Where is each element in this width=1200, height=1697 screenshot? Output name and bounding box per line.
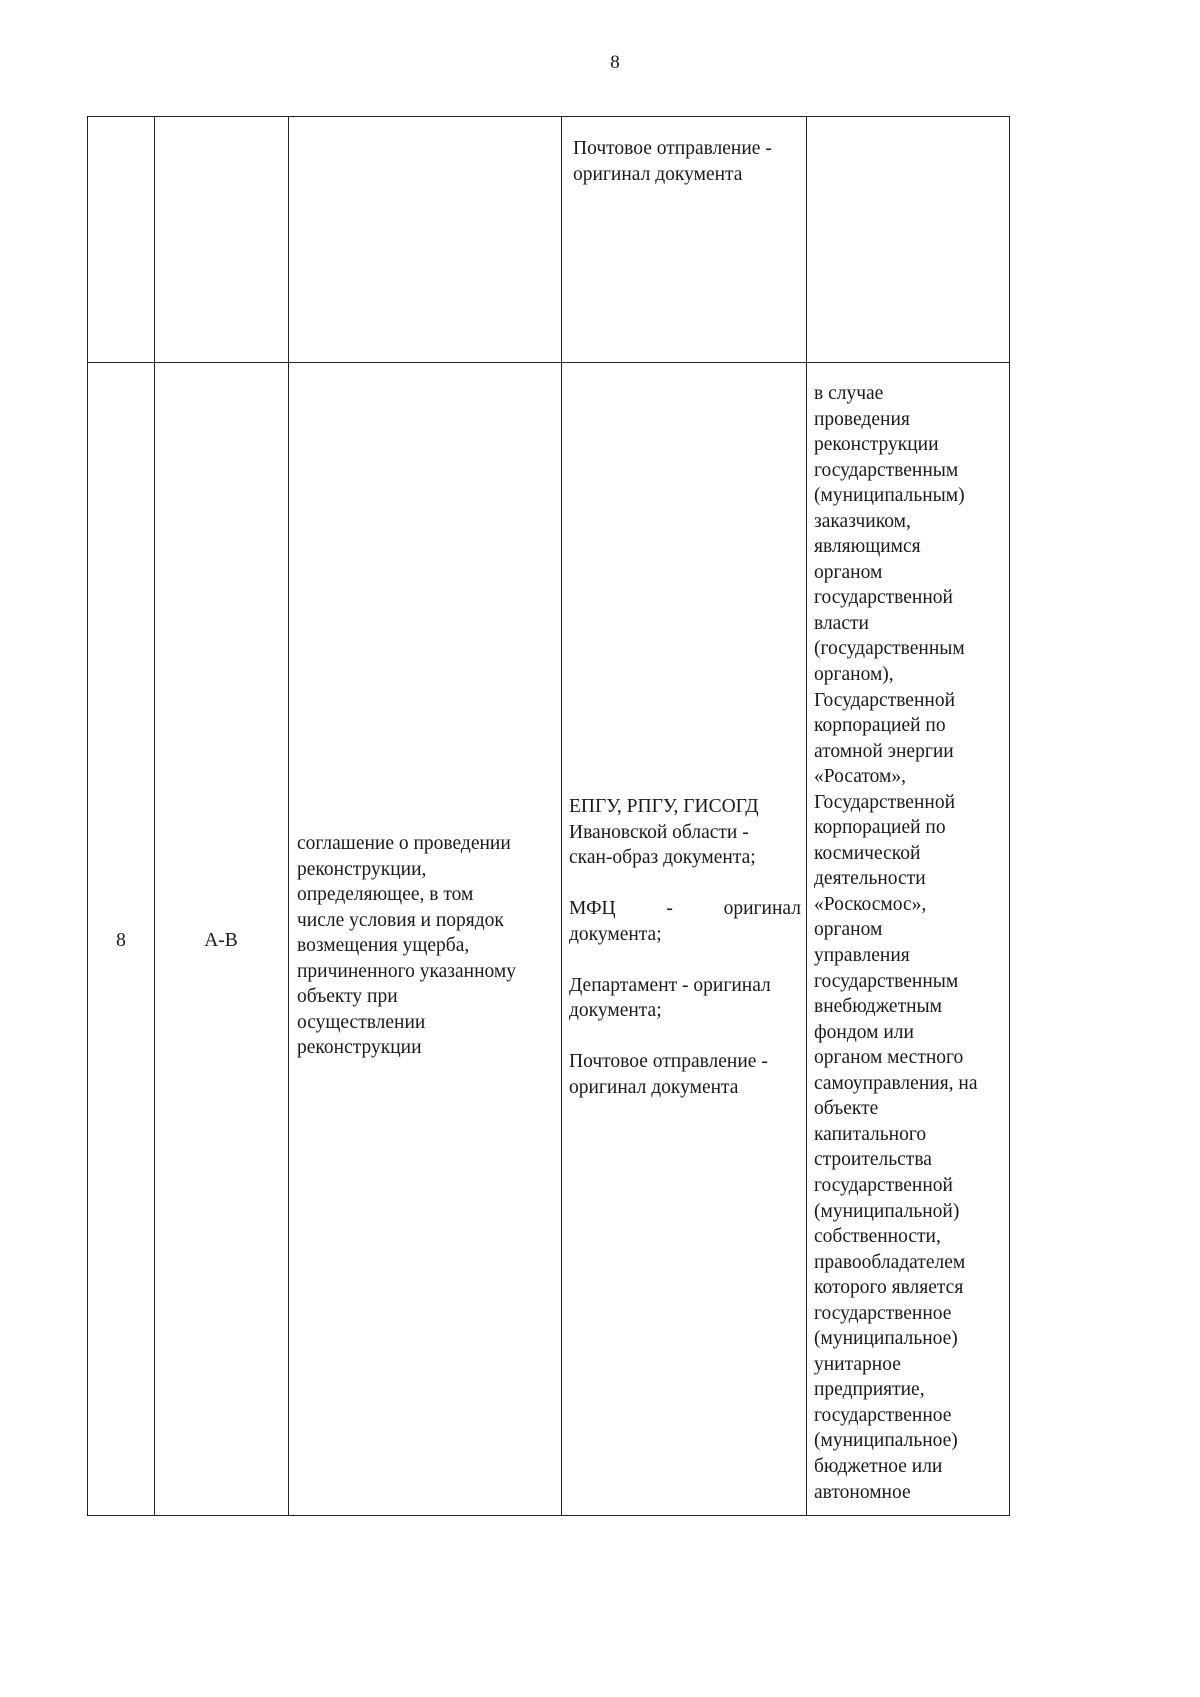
row2-document: соглашение о проведении реконструкции, определяющее, в том числе условия и порядок возмещения ущерба, причиненного указанному объекту при осуществлении реконструкции — [297, 833, 516, 1058]
requirements-table — [87, 116, 1010, 1516]
column-divider — [806, 117, 807, 1515]
mfc-continuation: документа; — [569, 923, 662, 945]
mfc-label: МФЦ — [569, 898, 616, 919]
row1-submission-method: Почтовое отправление - оригинал документа — [573, 138, 772, 185]
row2-submission-methods — [569, 794, 801, 1100]
row2-condition: в случае проведения реконструкции государственным (муниципальным) заказчиком, являющимся органом государственной власти (государственным органом), Государственной корпорацией по атомной энергии «Росатом», Государственной корпорацией по космической деятельности «Роскосмос», органом управления государственным внебюджетным фондом или органом местного самоуправления, на объекте капитального строительства государственной (муниципальной) собственности, правообладателем которого является государственное (муниципальное) унитарное предприятие, государственное (муниципальное) бюджетное или автономное — [814, 383, 978, 1503]
submission-mfc-line — [569, 896, 801, 922]
column-divider — [288, 117, 289, 1515]
row-divider — [88, 362, 1009, 363]
column-divider — [154, 117, 155, 1515]
row2-category: А-В — [204, 930, 238, 951]
mfc-original: оригинал — [723, 898, 801, 919]
mfc-dash: - — [666, 898, 673, 919]
submission-department: Департамент - оригинал документа; — [569, 974, 771, 1021]
submission-post: Почтовое отправление - оригинал документа — [569, 1051, 768, 1098]
submission-epgu: ЕПГУ, РПГУ, ГИСОГД Ивановской области - скан-образ документа; — [569, 796, 759, 868]
row2-number: 8 — [116, 930, 126, 951]
column-divider — [561, 117, 562, 1515]
page-number: 8 — [610, 52, 620, 73]
